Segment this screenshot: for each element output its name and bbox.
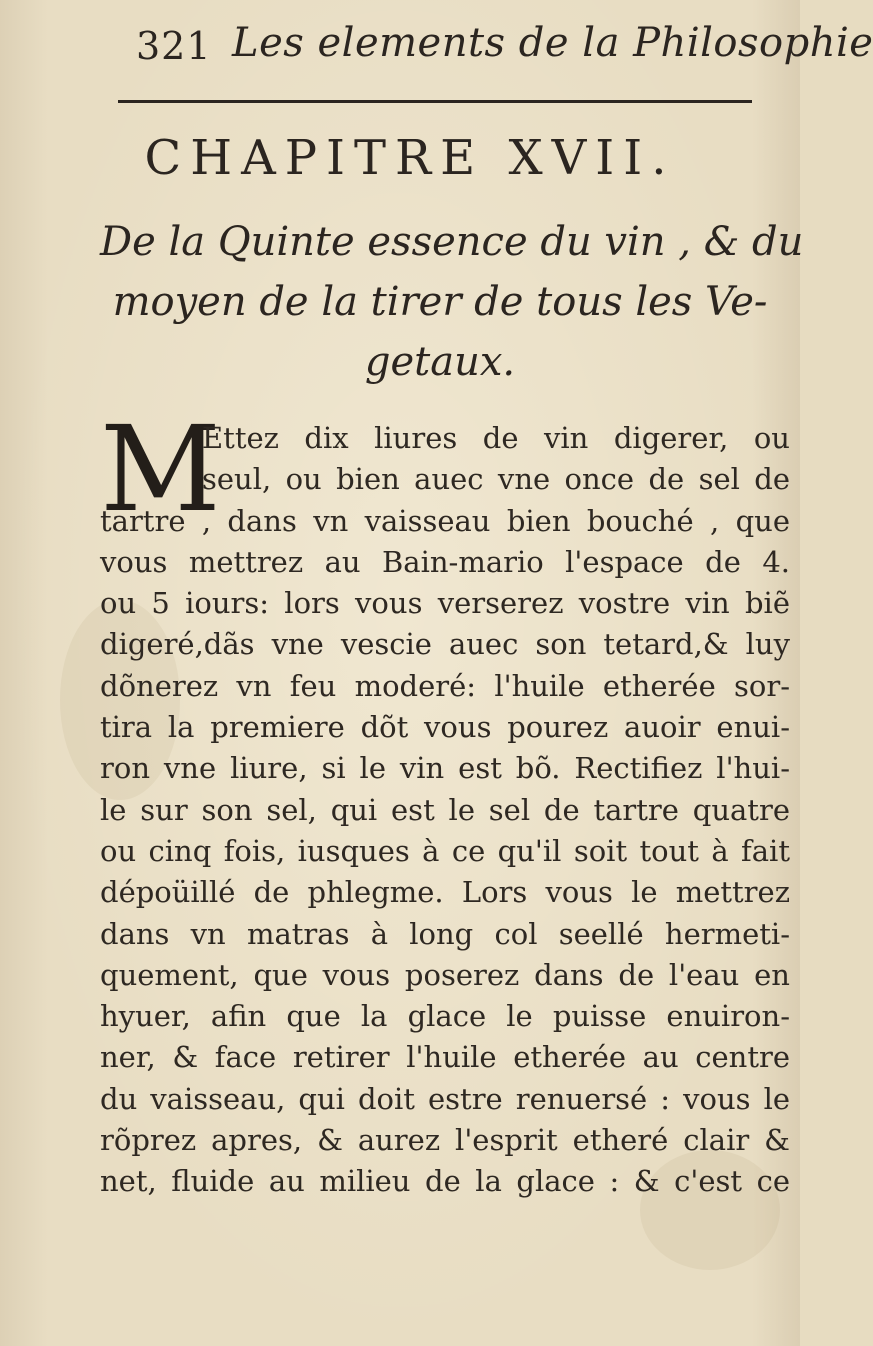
text-line: du vaisseau, qui doit estre renuersé : vous le bbox=[100, 1081, 790, 1116]
text-line: dépoüillé de phlegme. Lors vous le mettrez bbox=[100, 875, 790, 910]
text-line: Ettez dix liures de vin digerer, ou bbox=[202, 421, 790, 455]
chapter-title bbox=[100, 212, 804, 392]
running-head bbox=[0, 18, 873, 78]
text-line: ron vne liure, si le vin est bõ. Rectifiez l'hui- bbox=[100, 751, 790, 786]
text-line: rõprez apres, & aurez l'esprit etheré clair & bbox=[100, 1123, 790, 1158]
text-line: vous mettrez au Bain-mario l'espace de 4. bbox=[100, 544, 790, 579]
text-line: ner, & face retirer l'huile etherée au centre bbox=[100, 1040, 790, 1075]
text-line: digeré,dãs vne vescie auec son tetard,& luy bbox=[100, 627, 790, 662]
text-line: ou 5 iours: lors vous verserez vostre vin biẽ bbox=[100, 586, 790, 621]
text-line: tira la premiere dõt vous pourez auoir enui- bbox=[100, 710, 790, 745]
chapter-title-line: getaux. bbox=[364, 339, 516, 385]
chapter-title-line: De la Quinte essence du vin , & du bbox=[100, 219, 804, 265]
text-line: quement, que vous poserez dans de l'eau en bbox=[100, 957, 790, 992]
text-line: seul, ou bien auec vne once de sel de bbox=[202, 462, 790, 497]
text-line: hyuer, afin que la glace le puisse enuiron- bbox=[100, 999, 790, 1034]
text-line: net, fluide au milieu de la glace : & c'est ce bbox=[100, 1164, 790, 1199]
chapter-heading: CHAPITRE XVII. bbox=[144, 130, 676, 186]
header-rule bbox=[118, 100, 752, 103]
chapter-title-line: moyen de la tirer de tous les Ve- bbox=[112, 279, 768, 325]
text-line: ou cinq fois, iusques à ce qu'il soit tout à fait bbox=[100, 833, 790, 868]
body-text bbox=[100, 418, 790, 1203]
drop-cap: M bbox=[100, 400, 221, 538]
text-line: le sur son sel, qui est le sel de tartre quatre bbox=[100, 792, 790, 827]
page-number: 321 bbox=[136, 24, 212, 68]
text-line: dans vn matras à long col seellé hermeti- bbox=[100, 916, 790, 951]
running-title: Les elements de la Philosophie bbox=[232, 20, 873, 66]
text-line: dõnerez vn feu moderé: l'huile etherée sor- bbox=[100, 668, 790, 703]
text-line: tartre , dans vn vaisseau bien bouché , que bbox=[100, 503, 790, 538]
